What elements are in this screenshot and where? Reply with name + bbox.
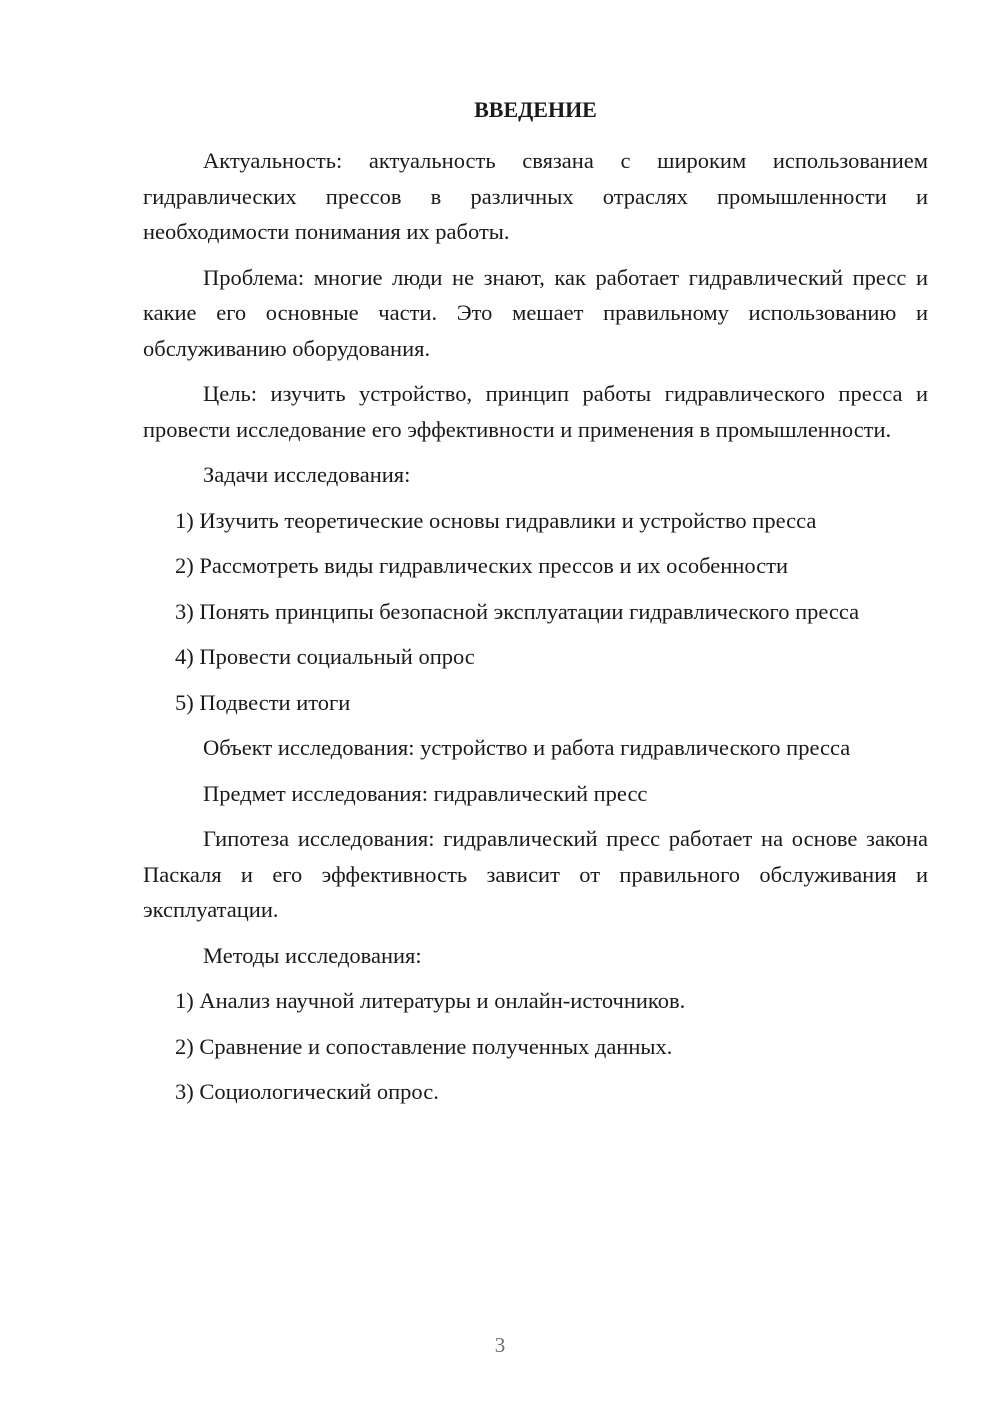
relevance-paragraph: Актуальность: актуальность связана с широким использованием гидравлических прессов в различных отраслях промышленности и необходимости понимания их работы. <box>143 148 928 244</box>
subject-line: Предмет исследования: гидравлический пресс <box>203 780 648 806</box>
object-line: Объект исследования: устройство и работа гидравлического пресса <box>203 735 851 760</box>
tasks-heading: Задачи исследования: <box>203 462 411 487</box>
method-item: 1) Анализ научной литературы и онлайн-источников. <box>175 988 686 1013</box>
document-body <box>143 92 928 1120</box>
goal-paragraph: Цель: изучить устройство, принцип работы гидравлического пресса и провести исследование его эффективности и применения в промышленности. <box>143 381 928 442</box>
task-item: 1) Изучить теоретические основы гидравлики и устройство пресса <box>175 507 817 533</box>
page-number: 3 <box>494 1333 506 1357</box>
task-item: 2) Рассмотреть виды гидравлических прессов и их особенности <box>175 553 789 578</box>
document-title: ВВЕДЕНИЕ <box>474 97 597 122</box>
task-item: 3) Понять принципы безопасной эксплуатации гидравлического пресса <box>175 598 860 624</box>
methods-heading: Методы исследования: <box>203 942 422 968</box>
problem-paragraph: Проблема: многие люди не знают, как работает гидравлический пресс и какие его основные части. Это мешает правильному использованию и обслуживанию оборудования. <box>143 264 928 361</box>
task-item: 4) Провести социальный опрос <box>175 644 475 669</box>
task-item: 5) Подвести итоги <box>175 689 351 715</box>
method-item: 2) Сравнение и сопоставление полученных данных. <box>175 1033 673 1059</box>
hypothesis-paragraph: Гипотеза исследования: гидравлический пресс работает на основе закона Паскаля и его эффективность зависит от правильного обслуживания и эксплуатации. <box>143 826 928 922</box>
method-item: 3) Социологический опрос. <box>175 1079 439 1104</box>
